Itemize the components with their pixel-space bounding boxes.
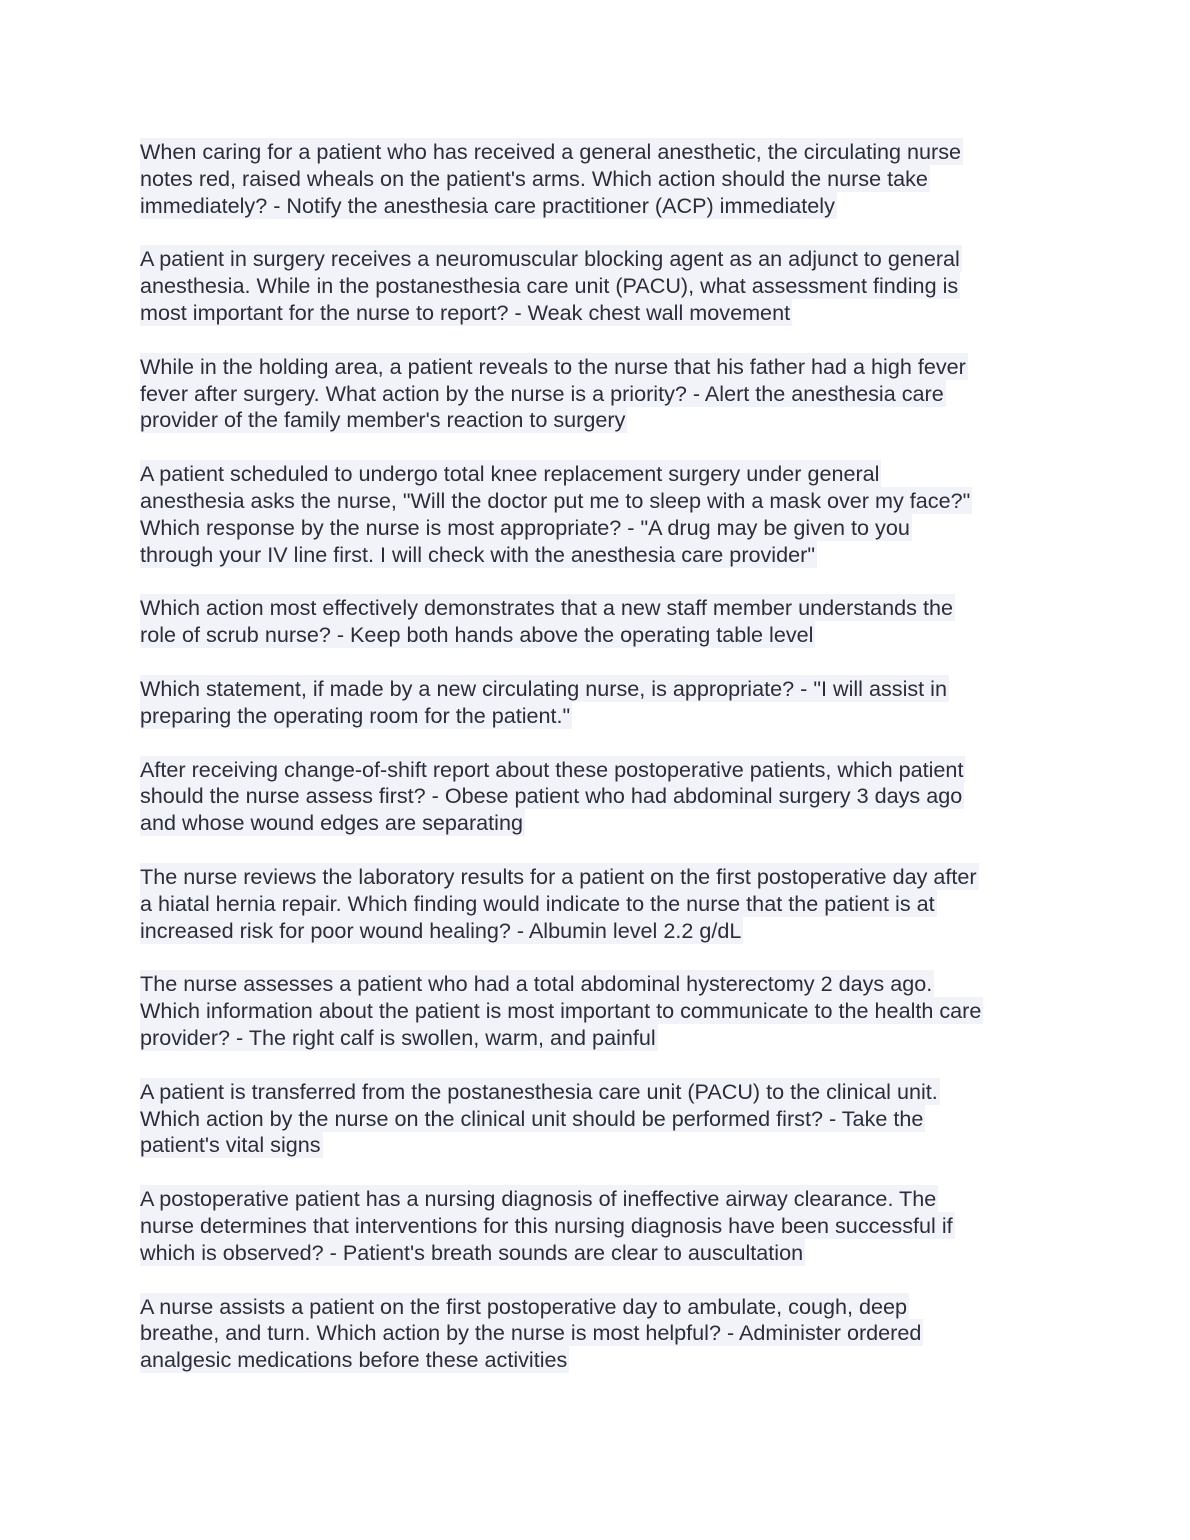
- text-line: immediately? - Notify the anesthesia care practitioner (ACP) immediately: [140, 192, 835, 218]
- question-answer-block: [140, 971, 1060, 1051]
- text-line: Which action by the nurse on the clinical unit should be performed first? - Take the: [140, 1105, 924, 1131]
- question-answer-block: [140, 676, 1060, 730]
- text-line: which is observed? - Patient's breath sounds are clear to auscultation: [140, 1239, 804, 1265]
- text-line: A patient is transferred from the postanesthesia care unit (PACU) to the clinical unit.: [140, 1078, 938, 1104]
- text-line: analgesic medications before these activities: [140, 1347, 568, 1373]
- text-line: breathe, and turn. Which action by the nurse is most helpful? - Administer ordered: [140, 1320, 922, 1346]
- question-answer-block: [140, 1186, 1060, 1266]
- text-line: and whose wound edges are separating: [140, 810, 523, 836]
- text-line: notes red, raised wheals on the patient's arms. Which action should the nurse take: [140, 165, 928, 191]
- question-answer-block: [140, 246, 1060, 326]
- text-line: patient's vital signs: [140, 1132, 321, 1158]
- text-line: A patient in surgery receives a neuromuscular blocking agent as an adjunct to general: [140, 246, 960, 272]
- question-answer-block: [140, 1294, 1060, 1374]
- text-line: The nurse assesses a patient who had a total abdominal hysterectomy 2 days ago.: [140, 971, 933, 997]
- text-line: provider? - The right calf is swollen, warm, and painful: [140, 1024, 656, 1050]
- text-line: role of scrub nurse? - Keep both hands above the operating table level: [140, 622, 814, 648]
- question-answer-block: [140, 461, 1060, 568]
- text-line: anesthesia. While in the postanesthesia care unit (PACU), what assessment finding is: [140, 273, 959, 299]
- question-answer-block: [140, 139, 1060, 219]
- text-line: nurse determines that interventions for this nursing diagnosis have been successful if: [140, 1212, 953, 1238]
- text-line: increased risk for poor wound healing? - Albumin level 2.2 g/dL: [140, 917, 742, 943]
- document-page: [140, 139, 1060, 1401]
- question-answer-block: [140, 354, 1060, 434]
- text-line: should the nurse assess first? - Obese patient who had abdominal surgery 3 days ago: [140, 783, 963, 809]
- text-line: When caring for a patient who has received a general anesthetic, the circulating nurse: [140, 139, 962, 164]
- text-line: most important for the nurse to report? - Weak chest wall movement: [140, 299, 791, 325]
- question-answer-block: [140, 1079, 1060, 1159]
- text-line: Which response by the nurse is most appropriate? - "A drug may be given to you: [140, 514, 910, 540]
- text-line: anesthesia asks the nurse, "Will the doctor put me to sleep with a mask over my face?": [140, 487, 971, 513]
- text-line: While in the holding area, a patient reveals to the nurse that his father had a high fever: [140, 353, 966, 379]
- text-line: Which action most effectively demonstrates that a new staff member understands the: [140, 595, 953, 621]
- text-line: Which statement, if made by a new circulating nurse, is appropriate? - "I will assist in: [140, 675, 947, 701]
- text-line: A nurse assists a patient on the first postoperative day to ambulate, cough, deep: [140, 1293, 908, 1319]
- text-line: preparing the operating room for the patient.": [140, 702, 571, 728]
- question-answer-block: [140, 864, 1060, 944]
- text-line: through your IV line first. I will check with the anesthesia care provider": [140, 541, 815, 567]
- text-line: fever after surgery. What action by the nurse is a priority? - Alert the anesthesia care: [140, 380, 944, 406]
- text-line: The nurse reviews the laboratory results for a patient on the first postoperative day after: [140, 863, 977, 889]
- text-line: Which information about the patient is most important to communicate to the health care: [140, 998, 982, 1024]
- text-line: After receiving change-of-shift report about these postoperative patients, which patient: [140, 756, 964, 782]
- text-line: A postoperative patient has a nursing diagnosis of ineffective airway clearance. The: [140, 1186, 937, 1212]
- text-line: provider of the family member's reaction to surgery: [140, 407, 626, 433]
- text-line: a hiatal hernia repair. Which finding would indicate to the nurse that the patient is at: [140, 890, 935, 916]
- question-answer-block: [140, 757, 1060, 837]
- text-line: A patient scheduled to undergo total knee replacement surgery under general: [140, 461, 880, 487]
- question-answer-block: [140, 595, 1060, 649]
